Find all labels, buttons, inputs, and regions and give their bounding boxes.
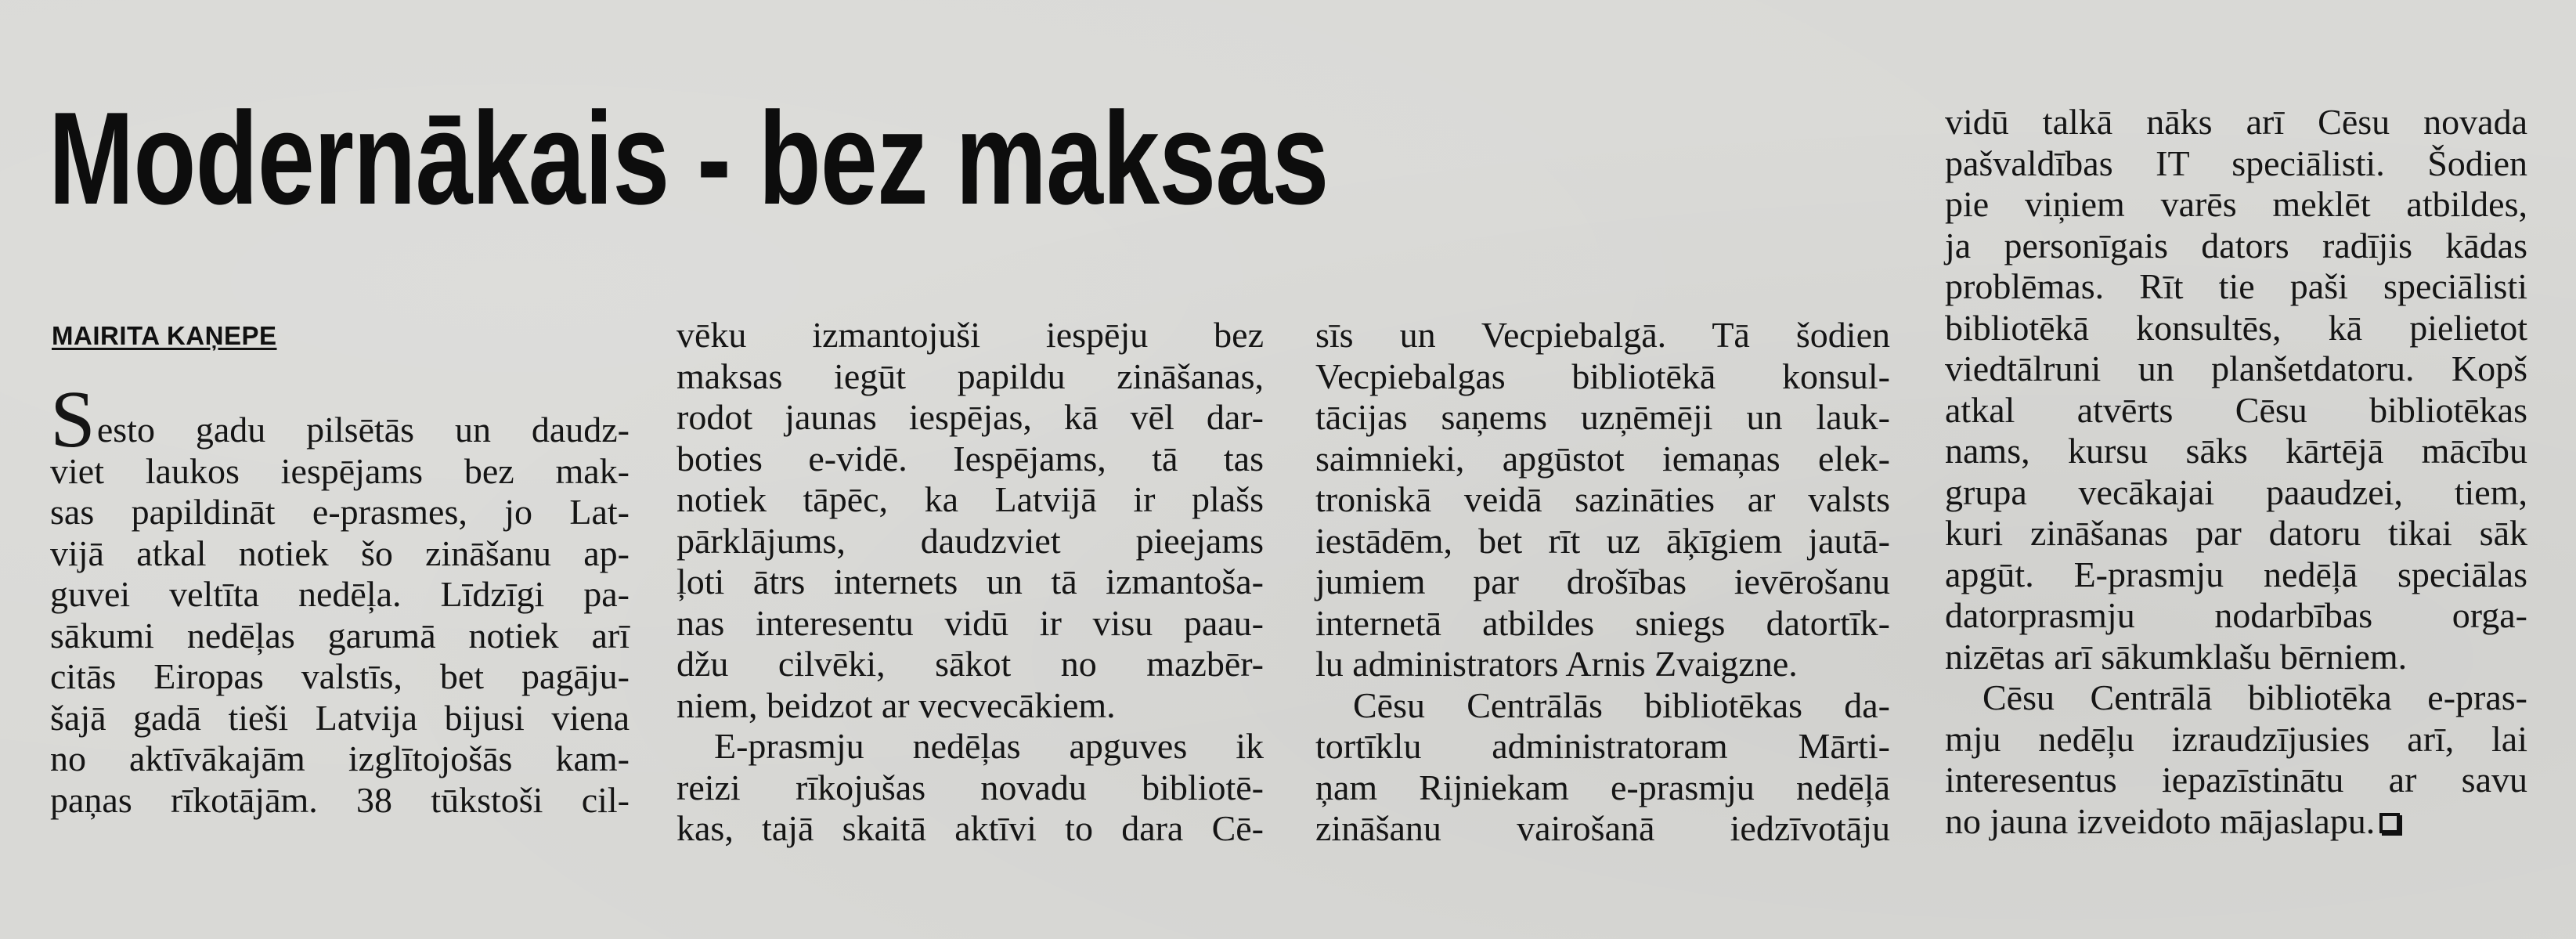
text-line: Vecpiebalgas bibliotēkā konsul- (1315, 356, 1890, 396)
text-line: sākumi nedēļas garumā notiek arī (50, 615, 630, 655)
text-line-content: esto gadu pilsētās un daudz- (96, 410, 630, 450)
text-line: vēku izmantojuši iespēju bez (676, 315, 1264, 355)
text-line: problēmas. Rīt tie paši speciālisti (1945, 266, 2527, 306)
author-byline: MAIRITA KAŅEPE (52, 321, 277, 350)
text-line: nas interesentu vidū ir visu paau- (676, 602, 1264, 643)
text-line: nams, kursu sāks kārtējā mācību (1945, 431, 2527, 471)
drop-cap: S (50, 374, 96, 464)
text-line: tortīklu administratoram Mārti- (1315, 726, 1890, 766)
text-line: guvei veltīta nedēļa. Līdzīgi pa- (50, 574, 630, 614)
text-line: ņam Rijniekam e-prasmju nedēļā (1315, 767, 1890, 807)
text-line: notiek tāpēc, ka Latvijā ir plašs (676, 479, 1264, 519)
text-line (50, 374, 630, 464)
text-line: no aktīvākajām izglītojošās kam- (50, 739, 630, 778)
end-of-article-square-icon (2379, 813, 2400, 833)
text-line: tācijas saņems uzņēmēji un lauk- (1315, 397, 1890, 437)
text-line: viedtālruni un planšetdatoru. Kopš (1945, 349, 2527, 388)
text-line: ļoti ātrs internets un tā izmantoša- (676, 562, 1264, 601)
text-line: ja personīgais dators radījis kādas (1945, 225, 2527, 265)
text-line: nizētas arī sākumklašu bērniem. (1945, 636, 2408, 677)
text-line: viet laukos iespējams bez mak- (50, 450, 630, 491)
text-line: pārklājums, daudzviet pieejams (676, 520, 1264, 561)
text-line: džu cilvēki, sākot no mazbēr- (676, 644, 1264, 684)
text-line: Cēsu Centrālā bibliotēka e-pras- (1983, 677, 2527, 717)
text-line: šajā gadā tieši Latvija bijusi viena (50, 697, 630, 738)
text-line: citās Eiropas valstīs, bet pagāju- (50, 656, 630, 696)
text-line: mju nedēļu izraudzījusies arī, lai (1945, 718, 2527, 759)
text-line: saimnieki, apgūstot iemaņas elek- (1315, 438, 1890, 479)
text-line: apgūt. E-prasmju nedēļā speciālas (1945, 554, 2527, 594)
text-line: Cēsu Centrālās bibliotēkas da- (1353, 684, 1890, 725)
text-line: boties e-vidē. Iespējams, tā tas (676, 438, 1264, 479)
text-line: internetā atbildes sniegs datortīk- (1315, 602, 1890, 643)
article-column-1 (50, 374, 630, 821)
text-line: iestādēm, bet rīt uz āķīgiem jautā- (1315, 520, 1890, 561)
text-line: vijā atkal notiek šo zināšanu ap- (50, 533, 630, 573)
text-line: niem, beidzot ar vecvecākiem. (676, 684, 1116, 725)
text-line: zināšanu vairošanā iedzīvotāju (1315, 808, 1890, 848)
text-line: kuri zināšanas par datoru tikai sāk (1945, 513, 2527, 553)
text-line: reizi rīkojušas novadu bibliotē- (676, 767, 1264, 807)
text-line: bibliotēkā konsultēs, kā pielietot (1945, 307, 2527, 348)
text-line: rodot jaunas iespējas, kā vēl dar- (676, 397, 1264, 437)
text-line: datorprasmju nodarbības orga- (1945, 595, 2527, 635)
article-headline: Modernākais - bez maksas (49, 85, 1329, 232)
article-column-4 (1945, 102, 2527, 842)
text-line: paņas rīkotājām. 38 tūkstoši cil- (50, 779, 630, 820)
text-line: troniskā veidā sazināties ar valsts (1315, 479, 1890, 519)
text-line: sīs un Vecpiebalgā. Tā šodien (1315, 315, 1890, 355)
text-line-final (1945, 801, 2527, 843)
article-column-3 (1315, 315, 1890, 850)
text-line: grupa vecākajai paaudzei, tiem, (1945, 471, 2527, 512)
text-line: atkal atvērts Cēsu bibliotēkas (1945, 389, 2527, 430)
text-line: sas papildināt e-prasmes, jo Lat- (50, 492, 630, 532)
text-line: jumiem par drošības ievērošanu (1315, 562, 1890, 601)
text-line: E-prasmju nedēļas apguves ik (714, 726, 1264, 766)
text-line: pašvaldības IT speciālisti. Šodien (1945, 143, 2527, 183)
text-line: pie viņiem varēs meklēt atbildes, (1945, 184, 2527, 224)
article-column-2 (676, 315, 1264, 850)
text-line: kas, tajā skaitā aktīvi to dara Cē- (676, 808, 1264, 848)
text-line: lu administrators Arnis Zvaigzne. (1315, 644, 1798, 684)
text-line: maksas iegūt papildu zināšanas, (676, 356, 1264, 396)
text-line: vidū talkā nāks arī Cēsu novada (1945, 102, 2527, 142)
text-line-content: no jauna izveidoto mājaslapu. (1945, 800, 2376, 841)
text-line: interesentus iepazīstinātu ar savu (1945, 760, 2527, 800)
